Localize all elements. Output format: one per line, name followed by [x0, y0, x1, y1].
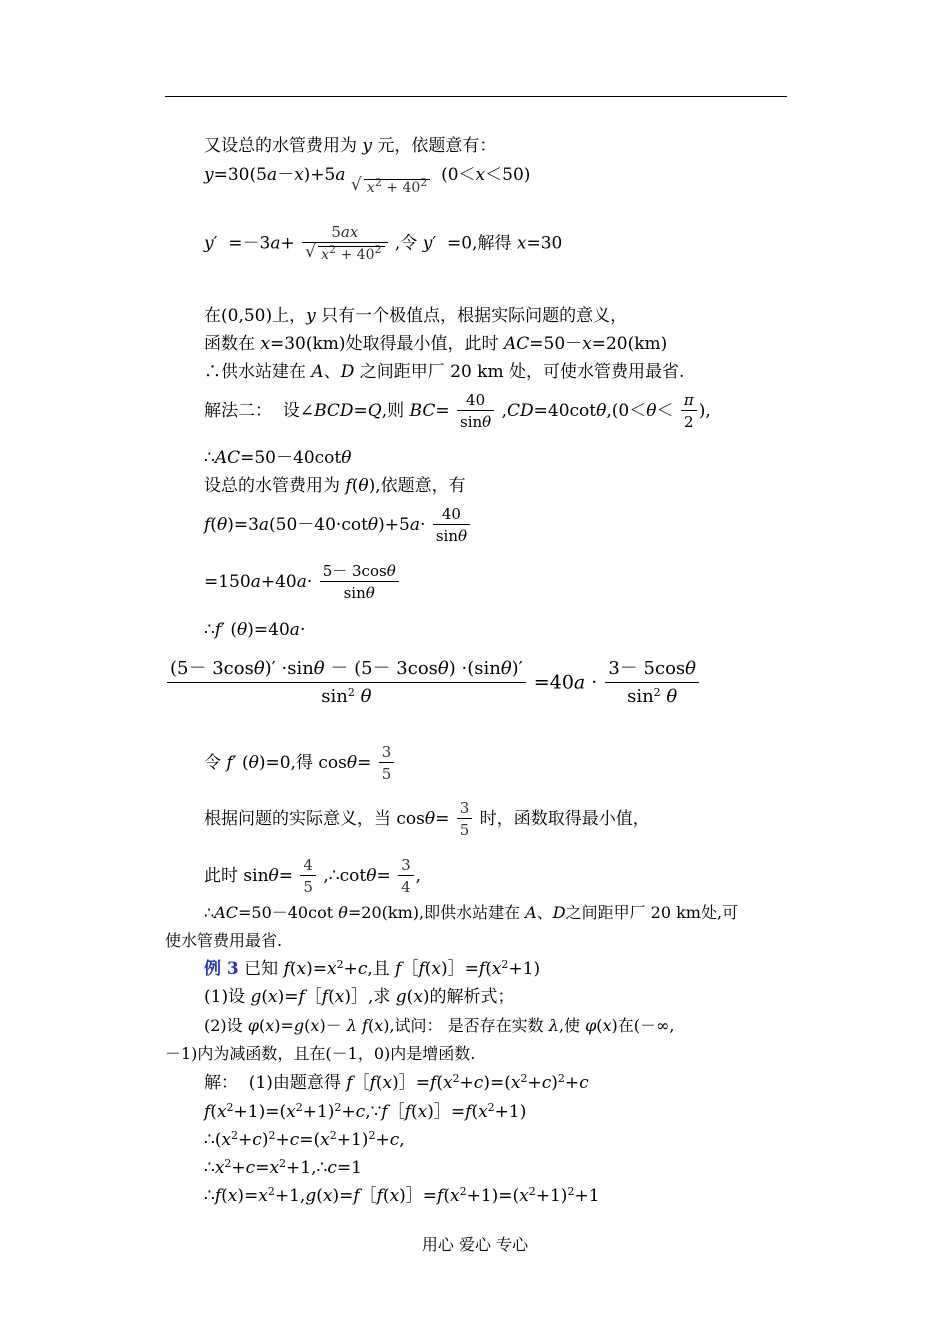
text-line-8: ∴AC=50－40cotθ [204, 448, 352, 468]
text-line-15: 根据问题的实际意义，当 cosθ= $\frac{3}{5}$ 时，函数取得最小值， [204, 799, 650, 839]
text-line-22: －1)内为减函数，且在(－1，0)内是增函数. [165, 1044, 476, 1063]
header-rule [165, 96, 787, 97]
text-line-12: ∴f′ (θ)=40a· [204, 620, 306, 640]
text-line-1: 又设总的水管费用为 y 元，依题意有： [204, 136, 497, 156]
text-line-16: 此时 sinθ= $\frac{4}{5}$ ,∴cotθ= $\frac{3}{4}$ , [204, 856, 422, 896]
text-line-14: 令 f′ (θ)=0,得 cosθ= $\frac{3}{5}$ [204, 742, 396, 785]
fraction: $\frac{40}{\sin\theta}$ [457, 390, 494, 433]
text-line-4: 在(0,50)上，y 只有一个极值点，根据实际问题的意义， [204, 306, 628, 326]
text-line-11: =150a+40a· $\frac{5- 3\cos\theta}{\sin\theta}$ [204, 561, 401, 604]
text-line-7: 解法二： 设∠BCD=Q,则 BC= $\frac{40}{\sin\theta}$ ,CD=40cotθ,(0＜θ＜ $\frac{\pi}{2}$ ), [204, 391, 711, 431]
fraction: $\frac{5- 3\cos\theta}{\sin\theta}$ [320, 561, 399, 604]
text-line-25: $\therefore(x^2+c)^2+c=(x^2+1)^2+c$, [204, 1129, 405, 1150]
text-line-5: 函数在 x=30(km)处取得最小值，此时 AC=50－x=20(km) [204, 334, 668, 354]
text-line-17: ∴AC=50－40cot θ=20(km),即供水站建在 A、D之间距甲厂 20 km处,可 [204, 903, 739, 922]
text-line-18: 使水管费用最省. [165, 931, 283, 950]
text-line-20: (1)设 g(x)=f［f(x)］,求 g(x)的解析式； [204, 987, 515, 1007]
fraction: 5ax √ $x^2 + 40^2$ [302, 222, 387, 266]
text-line-10: f(θ)=3a(50－40·cotθ)+5a· $\frac{40}{\sin\theta}$ [204, 504, 472, 547]
text-line-26: $\therefore x^2+c=x^2+1,\therefore c=1$ [204, 1157, 362, 1178]
sqrt-expression: √ $x^2 + 40^2$ [351, 176, 430, 199]
page-footer: 用心 爱心 专心 [421, 1235, 529, 1254]
text-line-3: y′ =－3a+ 5ax √ $x^2 + 40^2$ ,令 y′ =0,解得 x=30 [204, 222, 562, 266]
text-line-21: (2)设 φ(x)=g(x)－ λ f(x),试问： 是否存在实数 λ,使 φ(x)在(－∞, [204, 1016, 675, 1035]
fraction: $\frac{3}{5}$ [457, 798, 473, 841]
fraction: $\frac{3}{5}$ [379, 742, 395, 785]
fraction: $\frac{40}{\sin\theta}$ [433, 504, 470, 547]
fraction: $\frac{\pi}{2}$ [681, 390, 697, 433]
fraction: $\frac{(5- 3\cos\theta)' \cdot\sin\theta - (5- 3\cos\theta) \cdot(\sin\theta)'}{\sin^2 \theta}$ [167, 656, 526, 711]
text-line-19: 例 3 已知 $f(x)=x^2+c$,且 $f[f(x)]=f(x^2+1)$ [204, 958, 541, 979]
fraction: $\frac{3- 5\cos\theta}{\sin^2 \theta}$ [605, 656, 699, 711]
text-line-27: $\therefore f(x)=x^2+1,g(x)=f[f(x)]=f(x^2+1)=(x^2+1)^2+1$ [204, 1185, 600, 1206]
text-line-9: 设总的水管费用为 f(θ),依题意，有 [204, 476, 466, 496]
text-line-24: $f(x^2+1)=(x^2+1)^2+c,\because f[f(x)]=f(x^2+1)$ [204, 1101, 527, 1122]
fraction: $\frac{4}{5}$ [300, 855, 316, 898]
text-line-23: 解： (1)由题意得 $f[f(x)]=f(x^2+c)=(x^2+c)^2+c$ [204, 1072, 589, 1093]
fraction: $\frac{3}{4}$ [398, 855, 414, 898]
text-line-2: y=30(5a－x)+5a √ $x^2 + 40^2$ (0＜x＜50) [204, 164, 530, 187]
text-line-13: $\frac{(5- 3\cos\theta)' \cdot\sin\theta - (5- 3\cos\theta) \cdot(\sin\theta)'}{\sin^2 \theta}$ =40a · $\frac{3- 5\cos\theta}{\sin^2 \theta}$ [165, 656, 701, 711]
text-line-6: ∴供水站建在 A、D 之间距甲厂 20 km 处，可使水管费用最省. [204, 362, 685, 382]
example-label: 例 3 [204, 959, 239, 979]
